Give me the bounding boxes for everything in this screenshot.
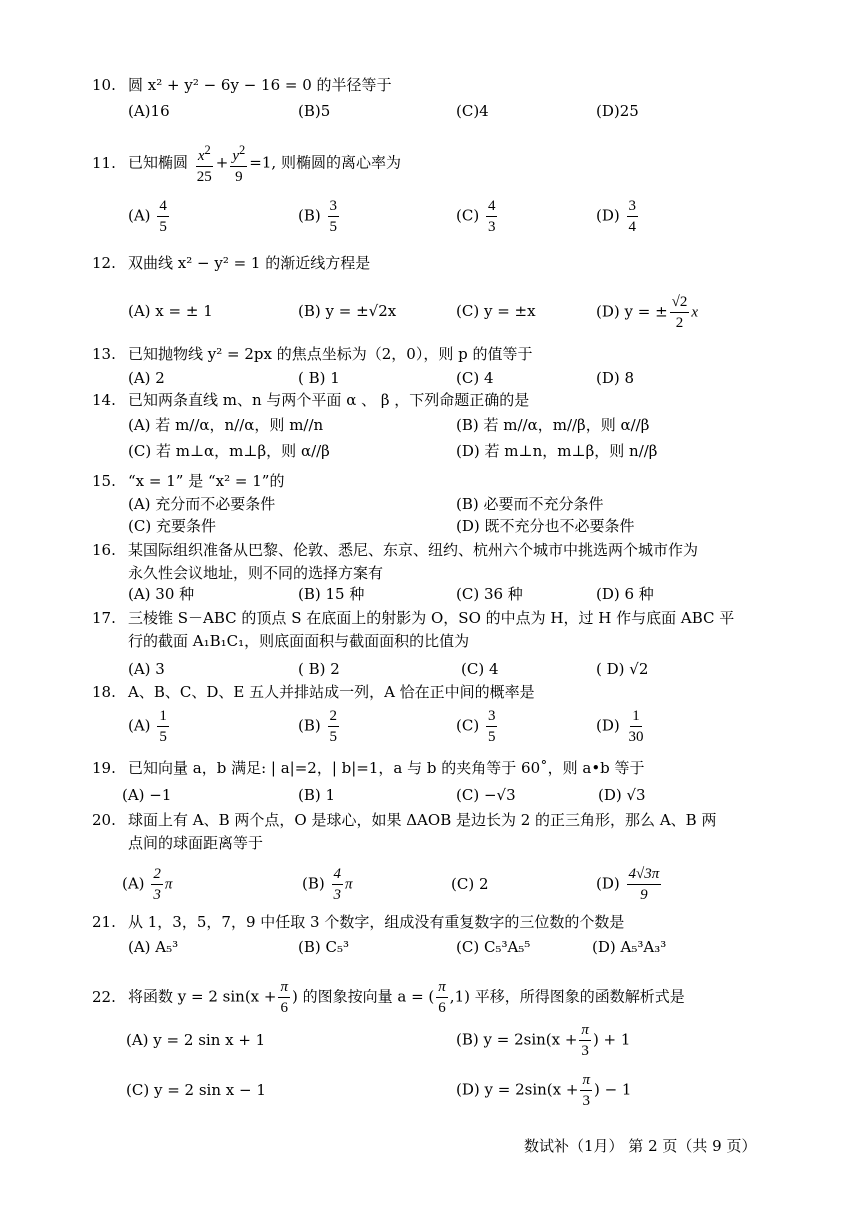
question-14: [92, 391, 529, 409]
option-c: (C) 4: [461, 660, 499, 678]
option-b: (B) $\frac{4}{3}$ π: [302, 866, 353, 903]
option-a: (A) $\frac{4}{5}$: [128, 198, 167, 235]
option-a: (A)16: [128, 102, 170, 120]
option-a: (A) $\frac{1}{5}$: [128, 708, 167, 745]
option-c: (C) 充要条件: [128, 517, 216, 535]
option-b: (B)5: [298, 102, 331, 120]
option-d: (D) 若 m⊥n，m⊥β，则 n//β: [456, 442, 658, 460]
option-d: (D) $\frac{4√3\pi}{9}$: [596, 866, 660, 903]
question-stem-continued: 永久性会议地址，则不同的选择方案有: [128, 564, 384, 582]
option-d: (D) y = 2sin(x + $\frac{\pi}{3}$ ) − 1: [456, 1072, 632, 1109]
option-b: ( B) 1: [298, 369, 340, 387]
question-16: [92, 541, 698, 559]
question-number: 11.: [92, 153, 116, 172]
question-stem-continued: 行的截面 A₁B₁C₁，则底面面积与截面面积的比值为: [128, 632, 470, 650]
question-number: 12.: [92, 254, 116, 272]
question-number: 10.: [92, 76, 116, 94]
question-stem: 某国际组织准备从巴黎、伦敦、悉尼、东京、纽约、杭州六个城市中挑选两个城市作为: [128, 541, 699, 559]
option-b: (B) y = 2sin(x + $\frac{\pi}{3}$ ) + 1: [456, 1022, 631, 1059]
question-stem-post: ,1) 平移，所得图象的函数解析式是: [449, 987, 685, 1006]
fraction-y2-9: $\frac{y^2}{9}$: [230, 140, 247, 187]
option-d: (D)25: [596, 102, 639, 120]
option-a: (A) 若 m//α，n//α，则 m//n: [128, 416, 324, 434]
question-number: 18.: [92, 683, 116, 701]
fraction-x2-25: $\frac{x^2}{25}$: [195, 140, 214, 187]
option-d: (D) $\frac{3}{4}$: [596, 198, 637, 235]
question-stem-pre: 已知椭圆: [128, 153, 189, 172]
option-c: (C) y = ±x: [456, 302, 536, 320]
question-stem: 从 1，3，5，7，9 中任取 3 个数字，组成没有重复数字的三位数的个数是: [128, 913, 625, 931]
question-13: [92, 345, 532, 363]
question-number: 19.: [92, 759, 116, 777]
question-stem: A、B、C、D、E 五人并排站成一列，A 恰在正中间的概率是: [128, 683, 535, 701]
option-b: (B) 若 m//α，m//β，则 α//β: [456, 416, 650, 434]
option-b: (B) $\frac{2}{5}$: [298, 708, 338, 745]
question-10: [92, 76, 392, 94]
question-stem: 已知向量 a，b 满足: | a|=2，| b|=1，a 与 b 的夹角等于 60˚，则 a•b 等于: [128, 759, 645, 777]
option-c: (C) $\frac{4}{3}$: [456, 198, 496, 235]
option-d: (D) 6 种: [596, 585, 654, 603]
question-number: 17.: [92, 609, 116, 627]
question-15: [92, 472, 284, 490]
question-17: [92, 609, 734, 627]
question-number: 14.: [92, 391, 116, 409]
question-12: [92, 254, 370, 272]
option-c: (C) 4: [456, 369, 494, 387]
option-b: (B) 15 种: [298, 585, 365, 603]
option-c: (C) 若 m⊥α，m⊥β，则 α//β: [128, 442, 330, 460]
option-d: ( D) √2: [596, 660, 649, 678]
question-stem: 已知抛物线 y² = 2px 的焦点坐标为（2，0），则 p 的值等于: [128, 345, 533, 363]
option-a: (A) 充分而不必要条件: [128, 495, 276, 513]
option-c: (C) −√3: [456, 786, 516, 804]
option-b: ( B) 2: [298, 660, 340, 678]
option-a: (A) A₅³: [128, 938, 179, 956]
question-stem-mid: ) 的图象按向量 a = (: [291, 987, 435, 1006]
question-21: [92, 913, 624, 931]
option-b: (B) y = ±√2x: [298, 302, 397, 320]
question-number: 22.: [92, 987, 116, 1006]
question-stem: 已知两条直线 m、n 与两个平面 α 、 β ，下列命题正确的是: [128, 391, 530, 409]
option-c: (C) y = 2 sin x − 1: [126, 1081, 266, 1099]
option-a: (A) y = 2 sin x + 1: [126, 1031, 266, 1049]
option-a: (A) $\frac{2}{3}$ π: [122, 866, 173, 903]
option-c: (C)4: [456, 102, 489, 120]
option-d: (D) 8: [596, 369, 635, 387]
question-20: [92, 811, 716, 829]
option-a: (A) 3: [128, 660, 165, 678]
question-stem-post: , 则椭圆的离心率为: [271, 153, 401, 172]
option-c: (C) C₅³A₅⁵: [456, 938, 531, 956]
question-number: 21.: [92, 913, 116, 931]
page-footer: 数试补（1月） 第 2 页（共 9 页）: [524, 1137, 757, 1155]
option-b: (B) 1: [298, 786, 336, 804]
question-stem: 双曲线 x² − y² = 1 的渐近线方程是: [128, 254, 371, 272]
option-b: (B) $\frac{3}{5}$: [298, 198, 338, 235]
question-number: 13.: [92, 345, 116, 363]
option-a: (A) 30 种: [128, 585, 195, 603]
question-18: [92, 683, 535, 701]
question-11: 11. 已知椭圆 $\frac{x^2}{25}$ + $\frac{y^2}{9}$ =1, 则椭圆的离心率为: [92, 140, 401, 187]
question-number: 20.: [92, 811, 116, 829]
question-number: 16.: [92, 541, 116, 559]
option-b: (B) 必要而不充分条件: [456, 495, 604, 513]
option-c: (C) 36 种: [456, 585, 523, 603]
option-d: (D) $\frac{1}{30}$: [596, 708, 644, 745]
option-c: (C) $\frac{3}{5}$: [456, 708, 496, 745]
question-number: 15.: [92, 472, 116, 490]
question-stem: 球面上有 A、B 两个点，O 是球心，如果 ΔAOB 是边长为 2 的正三角形，那么 A、B 两: [128, 811, 717, 829]
option-d: (D) √3: [598, 786, 646, 804]
question-19: [92, 759, 645, 777]
option-a: (A) x = ± 1: [128, 302, 213, 320]
question-22: 22. 将函数 y = 2 sin(x + $\frac{\pi}{6}$ ) 的图象按向量 a = ( $\frac{\pi}{6}$ ,1) 平移，所得图象的函数解析式是: [92, 979, 685, 1016]
question-stem: 三棱锥 S－ABC 的顶点 S 在底面上的射影为 O，SO 的中点为 H，过 H 作与底面 ABC 平: [128, 609, 735, 627]
option-a: (A) −1: [122, 786, 172, 804]
option-d: (D) 既不充分也不必要条件: [456, 517, 635, 535]
option-d: (D) A₅³A₃³: [592, 938, 667, 956]
question-stem-pre: 将函数 y = 2 sin(x +: [128, 987, 277, 1006]
option-d: (D) y = ± $\frac{√2}{2}$ x: [596, 294, 699, 331]
option-b: (B) C₅³: [298, 938, 349, 956]
question-stem: “x = 1” 是 “x² = 1”的: [128, 472, 285, 490]
option-a: (A) 2: [128, 369, 165, 387]
question-stem-continued: 点间的球面距离等于: [128, 834, 264, 852]
question-stem: 圆 x² + y² − 6y − 16 = 0 的半径等于: [128, 76, 392, 94]
option-c: (C) 2: [451, 875, 489, 893]
